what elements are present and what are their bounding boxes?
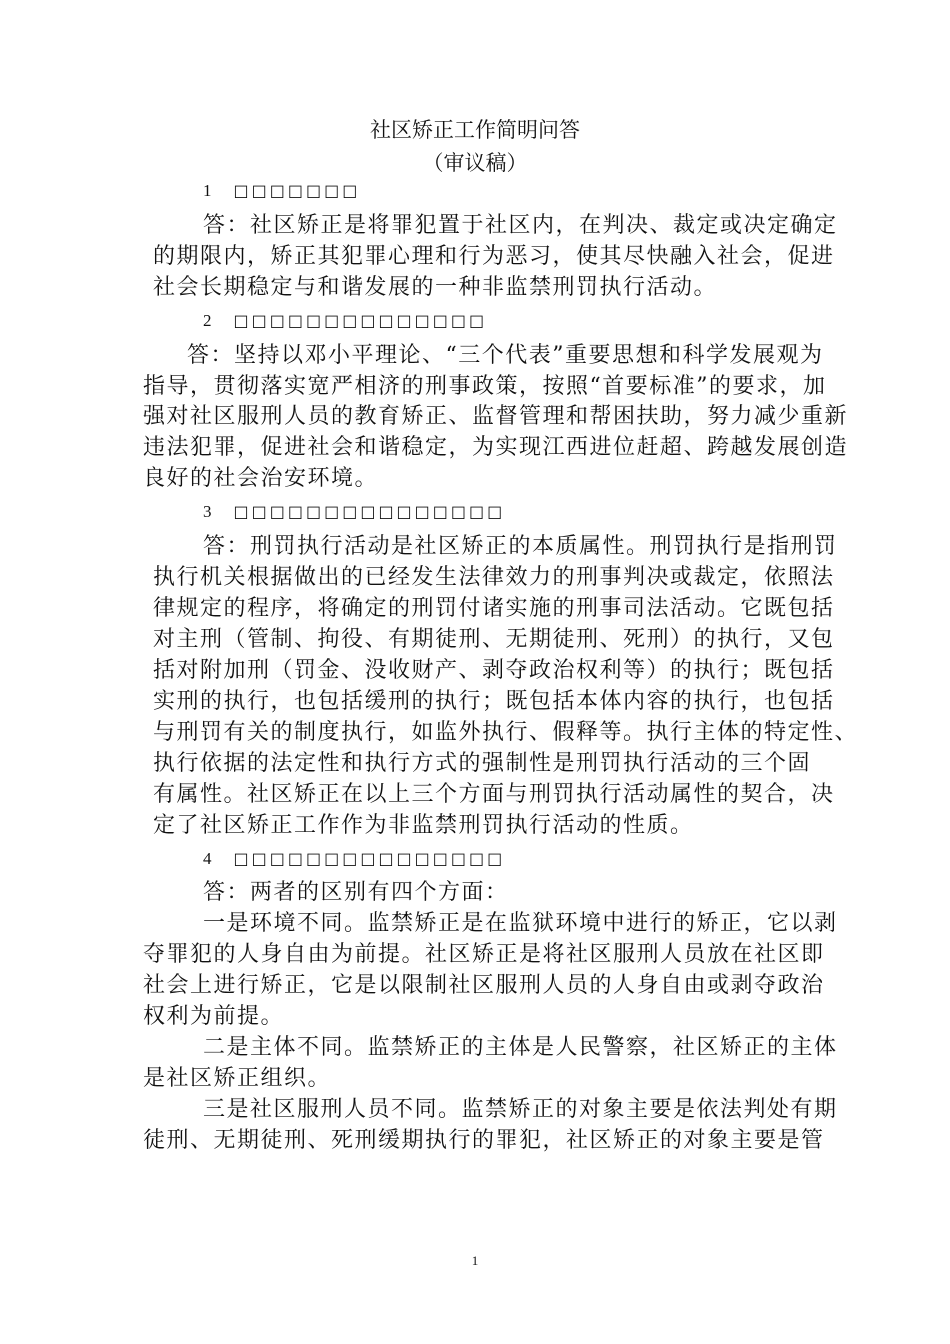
question-text: □□□□□□□ [233, 181, 361, 200]
answer-4-line: 权利为前提。 [143, 1004, 285, 1029]
answer-2-line: 强对社区服刑人员的教育矫正、监督管理和帮困扶助，努力减少重新 [143, 404, 849, 429]
answer-3-line: 有属性。社区矫正在以上三个方面与刑罚执行活动属性的契合，决 [153, 782, 835, 807]
answer-4-line: 社会上进行矫正，它是以限制社区服刑人员的人身自由或剥夺政治 [143, 973, 825, 998]
answer-1-line: 的期限内，矫正其犯罪心理和行为恶习，使其尽快融入社会，促进 [153, 244, 835, 269]
answer-4-line: 答：两者的区别有四个方面： [203, 880, 509, 905]
document-title: 社区矫正工作简明问答 [370, 118, 580, 142]
answer-4-line: 一是环境不同。监禁矫正是在监狱环境中进行的矫正，它以剥 [203, 911, 838, 936]
answer-3-line: 实刑的执行，也包括缓刑的执行；既包括本体内容的执行，也包括 [153, 689, 835, 714]
question-heading-2 [203, 312, 487, 330]
question-number: 3 [203, 502, 212, 521]
answer-1-line: 答：社区矫正是将罪犯置于社区内，在判决、裁定或决定确定 [203, 213, 838, 238]
answer-4-line: 夺罪犯的人身自由为前提。社区矫正是将社区服刑人员放在社区即 [143, 942, 825, 967]
answer-2-line: 良好的社会治安环境。 [143, 466, 379, 491]
answer-4-line: 是社区矫正组织。 [143, 1066, 332, 1091]
answer-2-line: 违法犯罪，促进社会和谐稳定，为实现江西进位赶超、跨越发展创造 [143, 435, 849, 460]
page-number: 1 [471, 1253, 479, 1268]
answer-3-line: 括对附加刑（罚金、没收财产、剥夺政治权利等）的执行；既包括 [153, 658, 835, 683]
question-text: □□□□□□□□□□□□□□ [233, 311, 488, 330]
answer-4-line: 徒刑、无期徒刑、死刑缓期执行的罪犯，社区矫正的对象主要是管 [143, 1128, 825, 1153]
document-subtitle: （审议稿） [422, 151, 528, 175]
answer-3-line: 与刑罚有关的制度执行，如监外执行、假释等。执行主体的特定性、 [153, 720, 859, 745]
answer-3-line: 对主刑（管制、拘役、有期徒刑、无期徒刑、死刑）的执行，又包 [153, 627, 835, 652]
question-heading-4 [203, 850, 505, 868]
answer-3-line: 答：刑罚执行活动是社区矫正的本质属性。刑罚执行是指刑罚 [203, 534, 838, 559]
question-number: 4 [203, 849, 212, 868]
answer-3-line: 律规定的程序，将确定的刑罚付诸实施的刑事司法活动。它既包括 [153, 596, 835, 621]
answer-2-line: 指导，贯彻落实宽严相济的刑事政策，按照“首要标准”的要求，加 [143, 374, 827, 399]
question-number: 2 [203, 311, 212, 330]
answer-2-line: 答：坚持以邓小平理论、“三个代表”重要思想和科学发展观为 [187, 343, 824, 368]
question-heading-1 [203, 182, 360, 200]
question-number: 1 [203, 181, 212, 200]
question-heading-3 [203, 503, 505, 521]
answer-3-line: 执行机关根据做出的已经发生法律效力的刑事判决或裁定，依照法 [153, 565, 835, 590]
answer-1-line: 社会长期稳定与和谐发展的一种非监禁刑罚执行活动。 [153, 275, 718, 300]
answer-4-line: 三是社区服刑人员不同。监禁矫正的对象主要是依法判处有期 [203, 1097, 838, 1122]
question-text: □□□□□□□□□□□□□□□ [233, 502, 506, 521]
answer-4-line: 二是主体不同。监禁矫正的主体是人民警察，社区矫正的主体 [203, 1035, 838, 1060]
answer-3-line: 定了社区矫正工作作为非监禁刑罚执行活动的性质。 [153, 813, 694, 838]
question-text: □□□□□□□□□□□□□□□ [233, 849, 506, 868]
answer-3-line: 执行依据的法定性和执行方式的强制性是刑罚执行活动的三个固 [153, 751, 812, 776]
